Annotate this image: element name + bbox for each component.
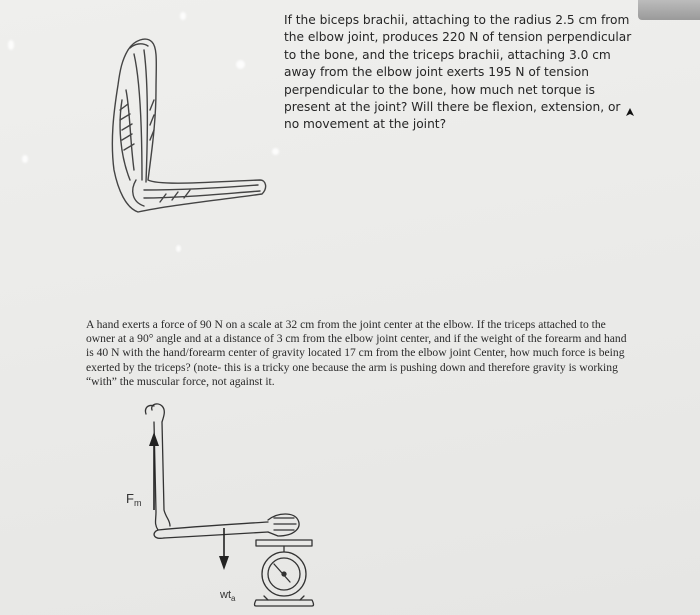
- force-muscle-label: $F_m$: [126, 491, 142, 508]
- question-2-text: A hand exerts a force of 90 N on a scale at 32 cm from the joint center at the elbow. If the triceps attached to the owner at a 90° angle and at a distance of 3 cm from the elbow joint center, and if the weight of the forearm and hand is 40 N with the hand/forearm center of gravity located 17 cm from the elbow joint Center, how much force is being exerted by the triceps? (note- this is a tricky one because the arm is pushing down and therefore gravity is working “with” the muscular force, not against it.: [86, 318, 627, 388]
- arm-sketch-figure: [100, 30, 275, 225]
- glare-spot: [8, 40, 14, 50]
- question-1-text: If the biceps brachii, attaching to the radius 2.5 cm from the elbow joint, produces 220 N of tension perpendicular to the bone, and the triceps brachii, attaching 3.0 cm away from the elbow joint exerts 195 N of tension perpendicular to the bone, how much net torque is present at the joint? Will there be flexion, extension, or no movement at the joint?: [284, 13, 632, 132]
- glare-spot: [180, 12, 186, 20]
- forearm-scale-figure: [118, 400, 333, 612]
- window-corner-tab: [638, 0, 700, 20]
- weight-arm-label: $wt_a$: [220, 589, 236, 603]
- glare-spot: [22, 155, 28, 163]
- cursor-arrow-icon: [625, 108, 635, 118]
- glare-spot: [176, 245, 181, 252]
